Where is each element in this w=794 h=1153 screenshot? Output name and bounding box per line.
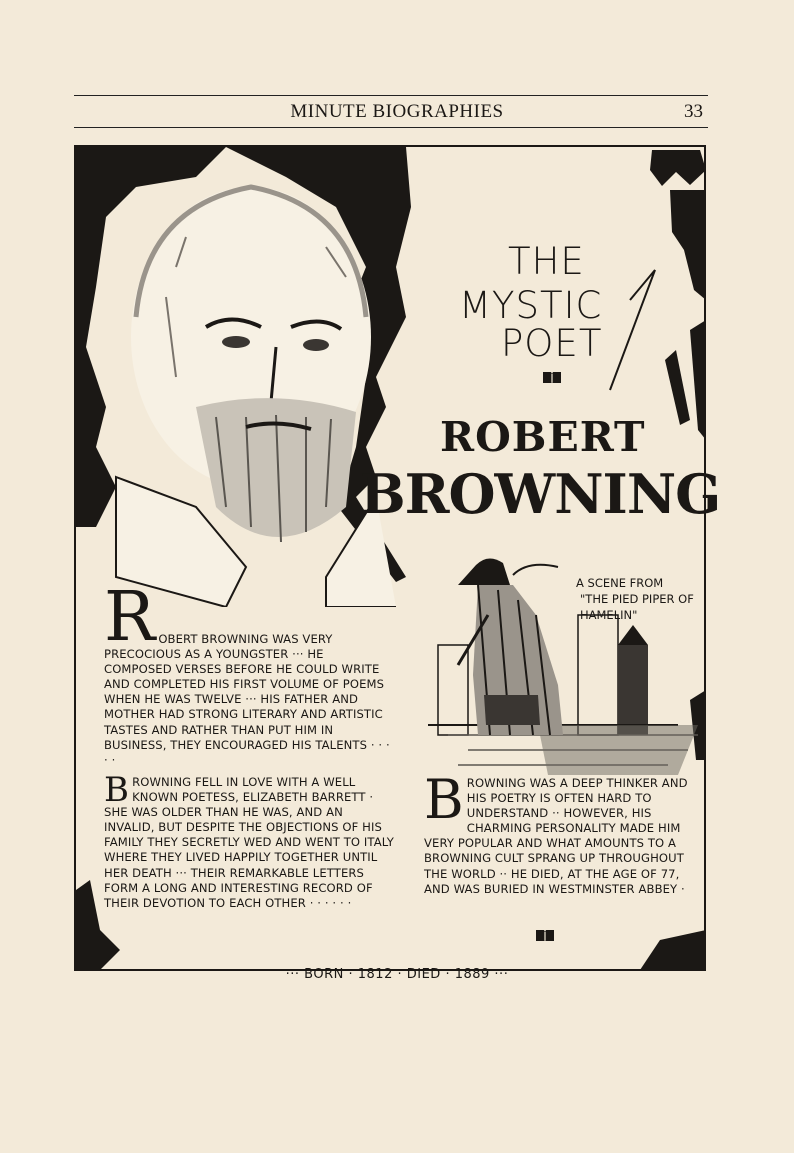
paragraph-body: PRECOCIOUS AS A YOUNGSTER ··· HE COMPOSED VERSES BEFORE HE COULD WRITE AND COMPLETED HIS FIRST VOLUME OF POEMS WHEN HE WAS TWELVE ··· HIS FATHER AND MOTHER HAD STRONG LITERARY AND ARTISTIC TASTES AND RATHER THAN PUT HIM IN BUSINESS, THEY ENCOURAGED HIS TALENTS · · · · · <box>104 647 390 767</box>
page-number: 33 <box>684 101 703 122</box>
paragraph-body: ROWNING FELL IN LOVE WITH A WELL KNOWN POETESS, ELIZABETH BARRETT · SHE WAS OLDER THAN HE WAS, AND AN INVALID, BUT DESPITE THE OBJECTIONS OF HIS FAMILY THEY SECRETLY WED AND WENT TO ITALY WHERE THEY LIVED HAPPILY TOGETHER UNTIL HER DEATH ··· THEIR REMARKABLE LETTERS FORM A LONG AND INTERESTING RECORD OF THEIR DEVOTION TO EACH OTHER · · · · · · <box>104 775 394 910</box>
paragraph-body: ROWNING WAS A DEEP THINKER AND HIS POETRY IS OFTEN HARD TO UNDERSTAND ·· HOWEVER, HIS CHARMING PERSONALITY MADE HIM VERY POPULAR AND WHAT AMOUNTS TO A BROWNING CULT SPRANG UP THROUGHOUT THE WORLD ·· HE DIED, AT THE AGE OF 77, AND WAS BURIED IN WESTMINSTER ABBEY · <box>424 776 688 896</box>
caption-line-2: "THE PIED PIPER OF HAMELIN" <box>580 592 694 622</box>
subject-last-name: BROWNING <box>360 462 721 526</box>
birth-death-dates: ··· BORN · 1812 · DIED · 1889 ··· <box>285 967 509 982</box>
portrait-illustration <box>76 147 416 607</box>
paragraph-first-line: OBERT BROWNING WAS VERY <box>158 632 333 646</box>
paragraph-legacy <box>424 768 696 897</box>
illustration-caption <box>576 575 706 623</box>
drop-cap-initial: B <box>104 770 130 810</box>
drop-cap-initial: R <box>104 578 156 657</box>
paragraph-marriage <box>104 770 394 911</box>
title-line-poet: POET <box>501 322 603 365</box>
subject-first-name: ROBERT <box>440 413 646 461</box>
caption-line-1: A SCENE FROM <box>576 576 664 590</box>
paragraph-early-life <box>104 578 394 768</box>
book-icon <box>542 370 562 384</box>
title-line-the: THE <box>508 240 585 283</box>
title-line-mystic: MYSTIC <box>459 284 603 327</box>
running-header-title: MINUTE BIOGRAPHIES <box>290 101 504 122</box>
drop-cap-initial: B <box>424 768 464 831</box>
book-icon <box>535 928 555 942</box>
